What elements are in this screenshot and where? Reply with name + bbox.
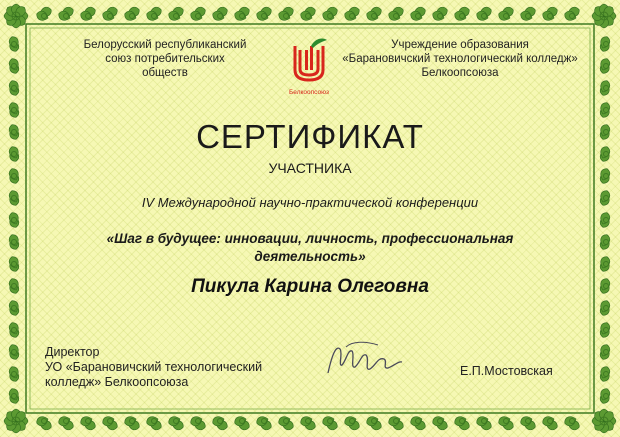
signer-name: Е.П.Мостовская (460, 364, 553, 378)
issuer-left (60, 38, 270, 80)
issuer-left-line1: Белорусский республиканский (83, 39, 247, 51)
director-line1: Директор (45, 345, 100, 359)
director-line2: УО «Барановичский технологический (45, 360, 263, 374)
issuer-right-line2: «Барановичский технологический колледж» (342, 53, 578, 65)
theme-line1: «Шаг в будущее: инновации, личность, профессиональная (106, 231, 514, 246)
participant-name: Пикула Карина Олеговна (191, 276, 429, 297)
certificate-subtitle: УЧАСТНИКА (268, 160, 352, 176)
issuer-left-line2: союз потребительских (105, 53, 225, 65)
conference-name: IV Международной научно-практической конференции (141, 195, 479, 210)
issuer-right-line3: Белкоопсоюза (421, 67, 499, 79)
belkoopsoyuz-logo-icon (285, 36, 333, 98)
certificate-title: СЕРТИФИКАТ (196, 118, 424, 155)
issuer-right-line1: Учреждение образования (391, 39, 529, 51)
handwritten-signature (318, 335, 408, 385)
director-line3: колледж» Белкоопсоюза (45, 375, 189, 389)
conference-theme (60, 230, 560, 266)
theme-line2: деятельность» (254, 249, 366, 264)
logo-caption: Белкоопсоюз (289, 89, 329, 96)
issuer-right (330, 38, 590, 80)
director-title (45, 345, 315, 390)
issuer-left-line3: обществ (142, 67, 188, 79)
